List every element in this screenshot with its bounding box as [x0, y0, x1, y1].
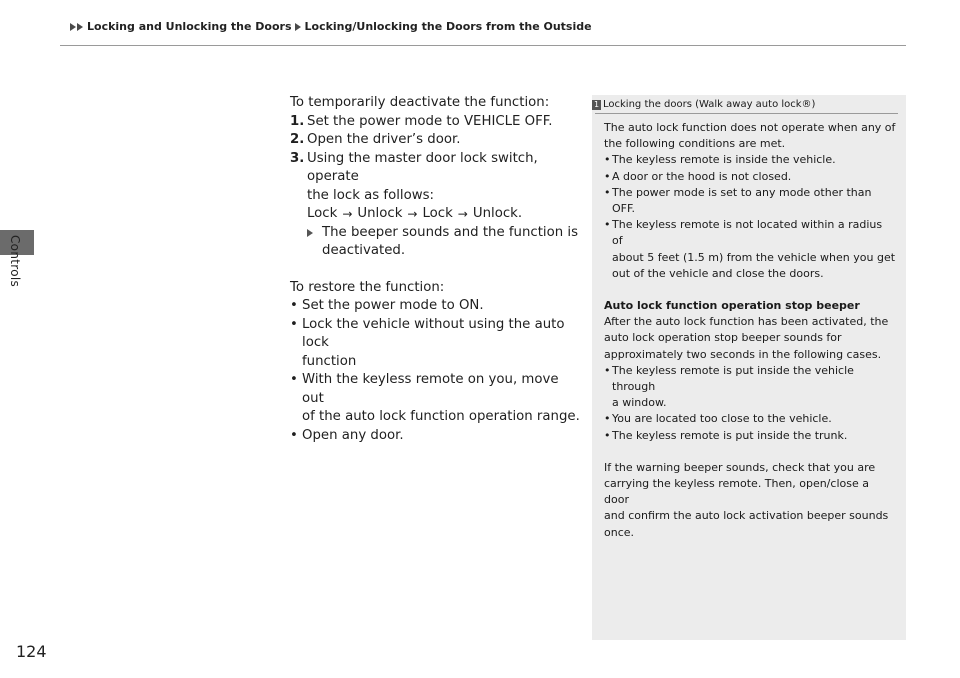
note-list-item — [604, 217, 896, 282]
note-list-item — [604, 363, 896, 412]
main-content — [290, 94, 580, 445]
note-text: approximately two seconds in the following cases. — [604, 347, 882, 361]
step-text: Open the driver’s door. — [307, 132, 461, 147]
list-item — [290, 427, 580, 446]
breadcrumb-item[interactable]: Locking/Unlocking the Doors from the Outside — [304, 20, 592, 33]
note-title: Locking the doors (Walk away auto lock®) — [603, 99, 816, 110]
note-rule — [595, 113, 898, 114]
list-item-text: With the keyless remote on you, move out — [302, 372, 559, 406]
sequence-item: Lock — [307, 206, 338, 221]
page-number: 124 — [16, 642, 47, 661]
step — [290, 150, 580, 187]
intro-text: To temporarily deactivate the function: — [290, 95, 550, 110]
step — [290, 131, 580, 150]
result-text: The beeper sounds and the function is — [322, 224, 579, 240]
step — [290, 113, 580, 132]
bullet-icon: • — [604, 218, 611, 232]
step-number: 1. — [290, 113, 305, 129]
list-item-text: of the auto lock function operation range. — [302, 409, 580, 424]
list-item-text: function — [302, 353, 357, 369]
bullet-icon: • — [290, 372, 298, 387]
sequence-item: Lock — [422, 206, 453, 221]
note-text: OFF. — [612, 202, 636, 216]
step-text: Set the power mode to VEHICLE OFF. — [307, 113, 553, 129]
list-item — [290, 316, 580, 372]
breadcrumb-arrow-icon — [295, 23, 302, 31]
result-text: deactivated. — [322, 243, 406, 258]
bullet-icon: • — [290, 316, 298, 332]
bullet-icon: • — [604, 169, 611, 183]
breadcrumb-arrow-icon — [70, 23, 84, 31]
note-list-item — [604, 411, 896, 427]
note-text: once. — [604, 525, 635, 539]
note-text: You are located too close to the vehicle. — [612, 412, 832, 426]
list-item-text: Open any door. — [302, 427, 404, 443]
note-text: The auto lock function does not operate when any of — [604, 121, 896, 134]
list-item — [290, 371, 580, 427]
note-box — [592, 95, 906, 640]
breadcrumb-item[interactable]: Locking and Unlocking the Doors — [87, 20, 292, 33]
note-text: The power mode is set to any mode other than — [612, 185, 872, 199]
restore-intro: To restore the function: — [290, 279, 445, 295]
arrow-right-icon: → — [457, 207, 468, 221]
note-text: carrying the keyless remote. Then, open/close a door — [604, 477, 869, 507]
bullet-icon: • — [290, 427, 298, 443]
note-list-item — [604, 169, 896, 185]
note-body — [604, 120, 896, 541]
list-item-text: Set the power mode to ON. — [302, 298, 484, 313]
step-text: Using the master door lock switch, operate — [307, 150, 538, 184]
bullet-icon: • — [604, 363, 611, 377]
note-text: and confirm the auto lock activation beeper sounds — [604, 509, 889, 523]
note-text: auto lock operation stop beeper sounds for — [604, 331, 842, 345]
step-number: 3. — [290, 150, 305, 166]
sequence-item: Unlock. — [472, 206, 523, 221]
result — [290, 224, 580, 261]
note-text: out of the vehicle and close the doors. — [612, 266, 824, 280]
note-text: The keyless remote is put inside the vehicle through — [612, 363, 854, 394]
note-text: The keyless remote is not located within a radius of — [612, 218, 883, 248]
lock-sequence — [290, 205, 580, 224]
section-label: Controls — [8, 235, 22, 288]
header-rule — [60, 45, 906, 46]
note-text: the following conditions are met. — [604, 137, 786, 151]
breadcrumb — [70, 20, 592, 33]
result-arrow-icon — [307, 229, 313, 237]
note-list-item — [604, 185, 896, 217]
note-icon: 1 — [593, 99, 600, 109]
note-list-item — [604, 152, 896, 168]
note-text: about 5 feet (1.5 m) from the vehicle when you get — [612, 250, 896, 264]
note-text: After the auto lock function has been activated, the — [604, 315, 889, 329]
sequence-item: Unlock — [357, 206, 403, 221]
bullet-icon: • — [604, 412, 611, 426]
list-item-text: Lock the vehicle without using the auto lock — [302, 316, 565, 350]
bullet-icon: • — [290, 298, 298, 313]
note-header — [592, 99, 815, 110]
note-text: If the warning beeper sounds, check that you are — [604, 460, 876, 474]
step-text-continued: the lock as follows: — [307, 187, 435, 203]
note-text: a window. — [612, 396, 667, 410]
bullet-icon: • — [604, 185, 611, 199]
bullet-icon: • — [604, 153, 611, 167]
note-text: A door or the hood is not closed. — [612, 169, 792, 183]
note-list-item — [604, 428, 896, 444]
note-subheading: Auto lock function operation stop beeper — [604, 299, 860, 313]
bullet-icon: • — [604, 428, 611, 442]
arrow-right-icon: → — [342, 207, 353, 221]
note-text: The keyless remote is put inside the trunk. — [612, 428, 848, 442]
step-number: 2. — [290, 132, 305, 147]
list-item — [290, 297, 580, 316]
arrow-right-icon: → — [407, 207, 418, 221]
note-text: The keyless remote is inside the vehicle. — [612, 153, 836, 167]
